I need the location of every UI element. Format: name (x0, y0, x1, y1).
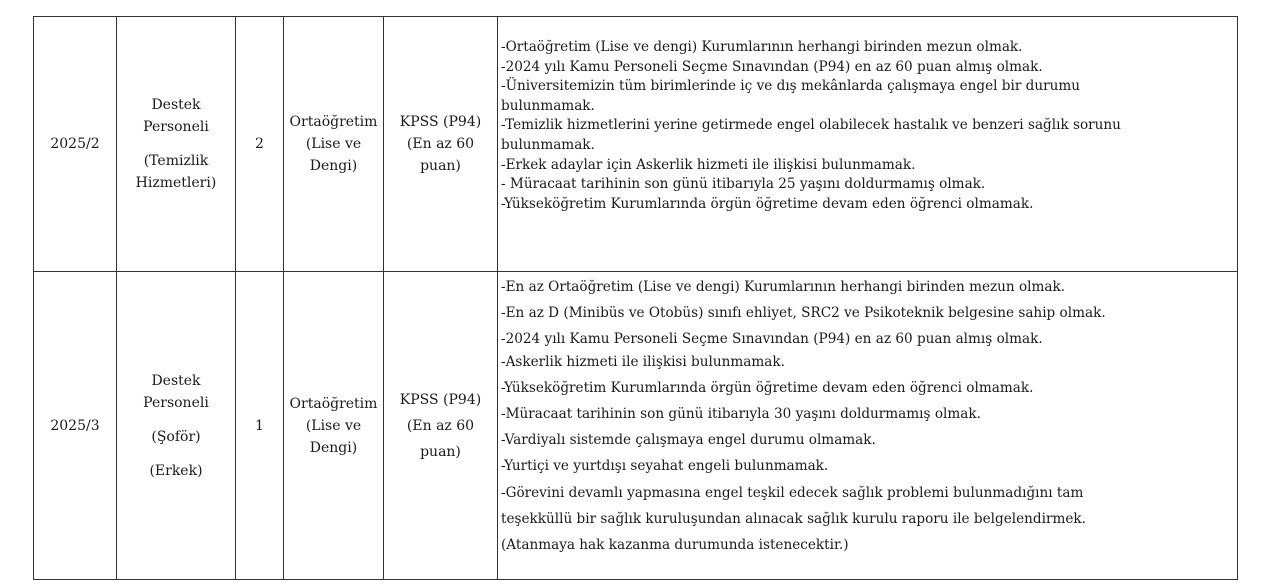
requirement-line: - Müracaat tarihinin son günü itibarıyla 25 yaşını doldurmamış olmak. (501, 176, 986, 193)
requirements-list (498, 272, 1238, 580)
requirement-line: -Yükseköğretim Kurumlarında örgün öğretime devam eden öğrenci olmamak. (501, 379, 1034, 396)
requirement-line: -Görevini devamlı yapmasına engel teşkil edecek sağlık problemi bulunmadığını tam (501, 484, 1084, 501)
requirement-line: -Yurtiçi ve yurtdışı seyahat engeli bulunmamak. (501, 458, 829, 475)
requirement-line: -En az D (Minibüs ve Otobüs) sınıfı ehliyet, SRC2 ve Psikoteknik belgesine sahip olmak. (501, 305, 1106, 322)
requirement-line: -Ortaöğretim (Lise ve dengi) Kurumlarının herhangi birinden mezun olmak. (501, 39, 1023, 55)
requirement-line: -Yükseköğretim Kurumlarında örgün öğretime devam eden öğrenci olmamak. (501, 195, 1034, 212)
position-code: 2025/3 (34, 272, 117, 580)
requirement-line: teşekküllü bir sağlık kuruluşundan alınacak sağlık kurulu raporu ile belgelendirmek. (501, 510, 1086, 527)
requirement-line: (Atanmaya hak kazanma durumunda istenecektir.) (501, 537, 849, 554)
position-title: Destek Personeli (Temizlik Hizmetleri) (117, 17, 236, 272)
table-row (34, 272, 1238, 580)
table-row (34, 17, 1238, 272)
requirement-line: -Müracaat tarihinin son günü itibarıyla 30 yaşını doldurmamış olmak. (501, 406, 981, 423)
position-count: 2 (236, 17, 284, 272)
exam-requirement: KPSS (P94) (En az 60 puan) (384, 17, 498, 272)
education-level: Ortaöğretim (Lise ve Dengi) (284, 272, 384, 580)
requirement-line: -Temizlik hizmetlerini yerine getirmede engel olabilecek hastalık ve benzeri sağlık sorunu (501, 117, 1121, 134)
requirement-line: bulunmamak. (501, 136, 595, 153)
requirements-list (498, 17, 1238, 272)
positions-table (33, 16, 1238, 580)
position-code: 2025/2 (34, 17, 117, 272)
requirement-line: bulunmamak. (501, 97, 595, 114)
education-level: Ortaöğretim (Lise ve Dengi) (284, 17, 384, 272)
position-title: Destek Personeli (Şoför) (Erkek) (117, 272, 236, 580)
requirement-line: -2024 yılı Kamu Personeli Seçme Sınavından (P94) en az 60 puan almış olmak. (501, 58, 1043, 75)
requirement-line: -Askerlik hizmeti ile ilişkisi bulunmamak. (501, 353, 785, 370)
requirement-line: -2024 yılı Kamu Personeli Seçme Sınavından (P94) en az 60 puan almış olmak. (501, 331, 1043, 348)
requirement-line: -En az Ortaöğretim (Lise ve dengi) Kurumlarının herhangi birinden mezun olmak. (501, 279, 1066, 295)
exam-requirement: KPSS (P94) (En az 60 puan) (384, 272, 498, 580)
position-count: 1 (236, 272, 284, 580)
requirement-line: -Erkek adaylar için Askerlik hizmeti ile ilişkisi bulunmamak. (501, 156, 916, 173)
requirement-line: -Üniversitemizin tüm birimlerinde iç ve dış mekânlarda çalışmaya engel bir durumu (501, 78, 1081, 95)
requirement-line: -Vardiyalı sistemde çalışmaya engel durumu olmamak. (501, 432, 876, 449)
